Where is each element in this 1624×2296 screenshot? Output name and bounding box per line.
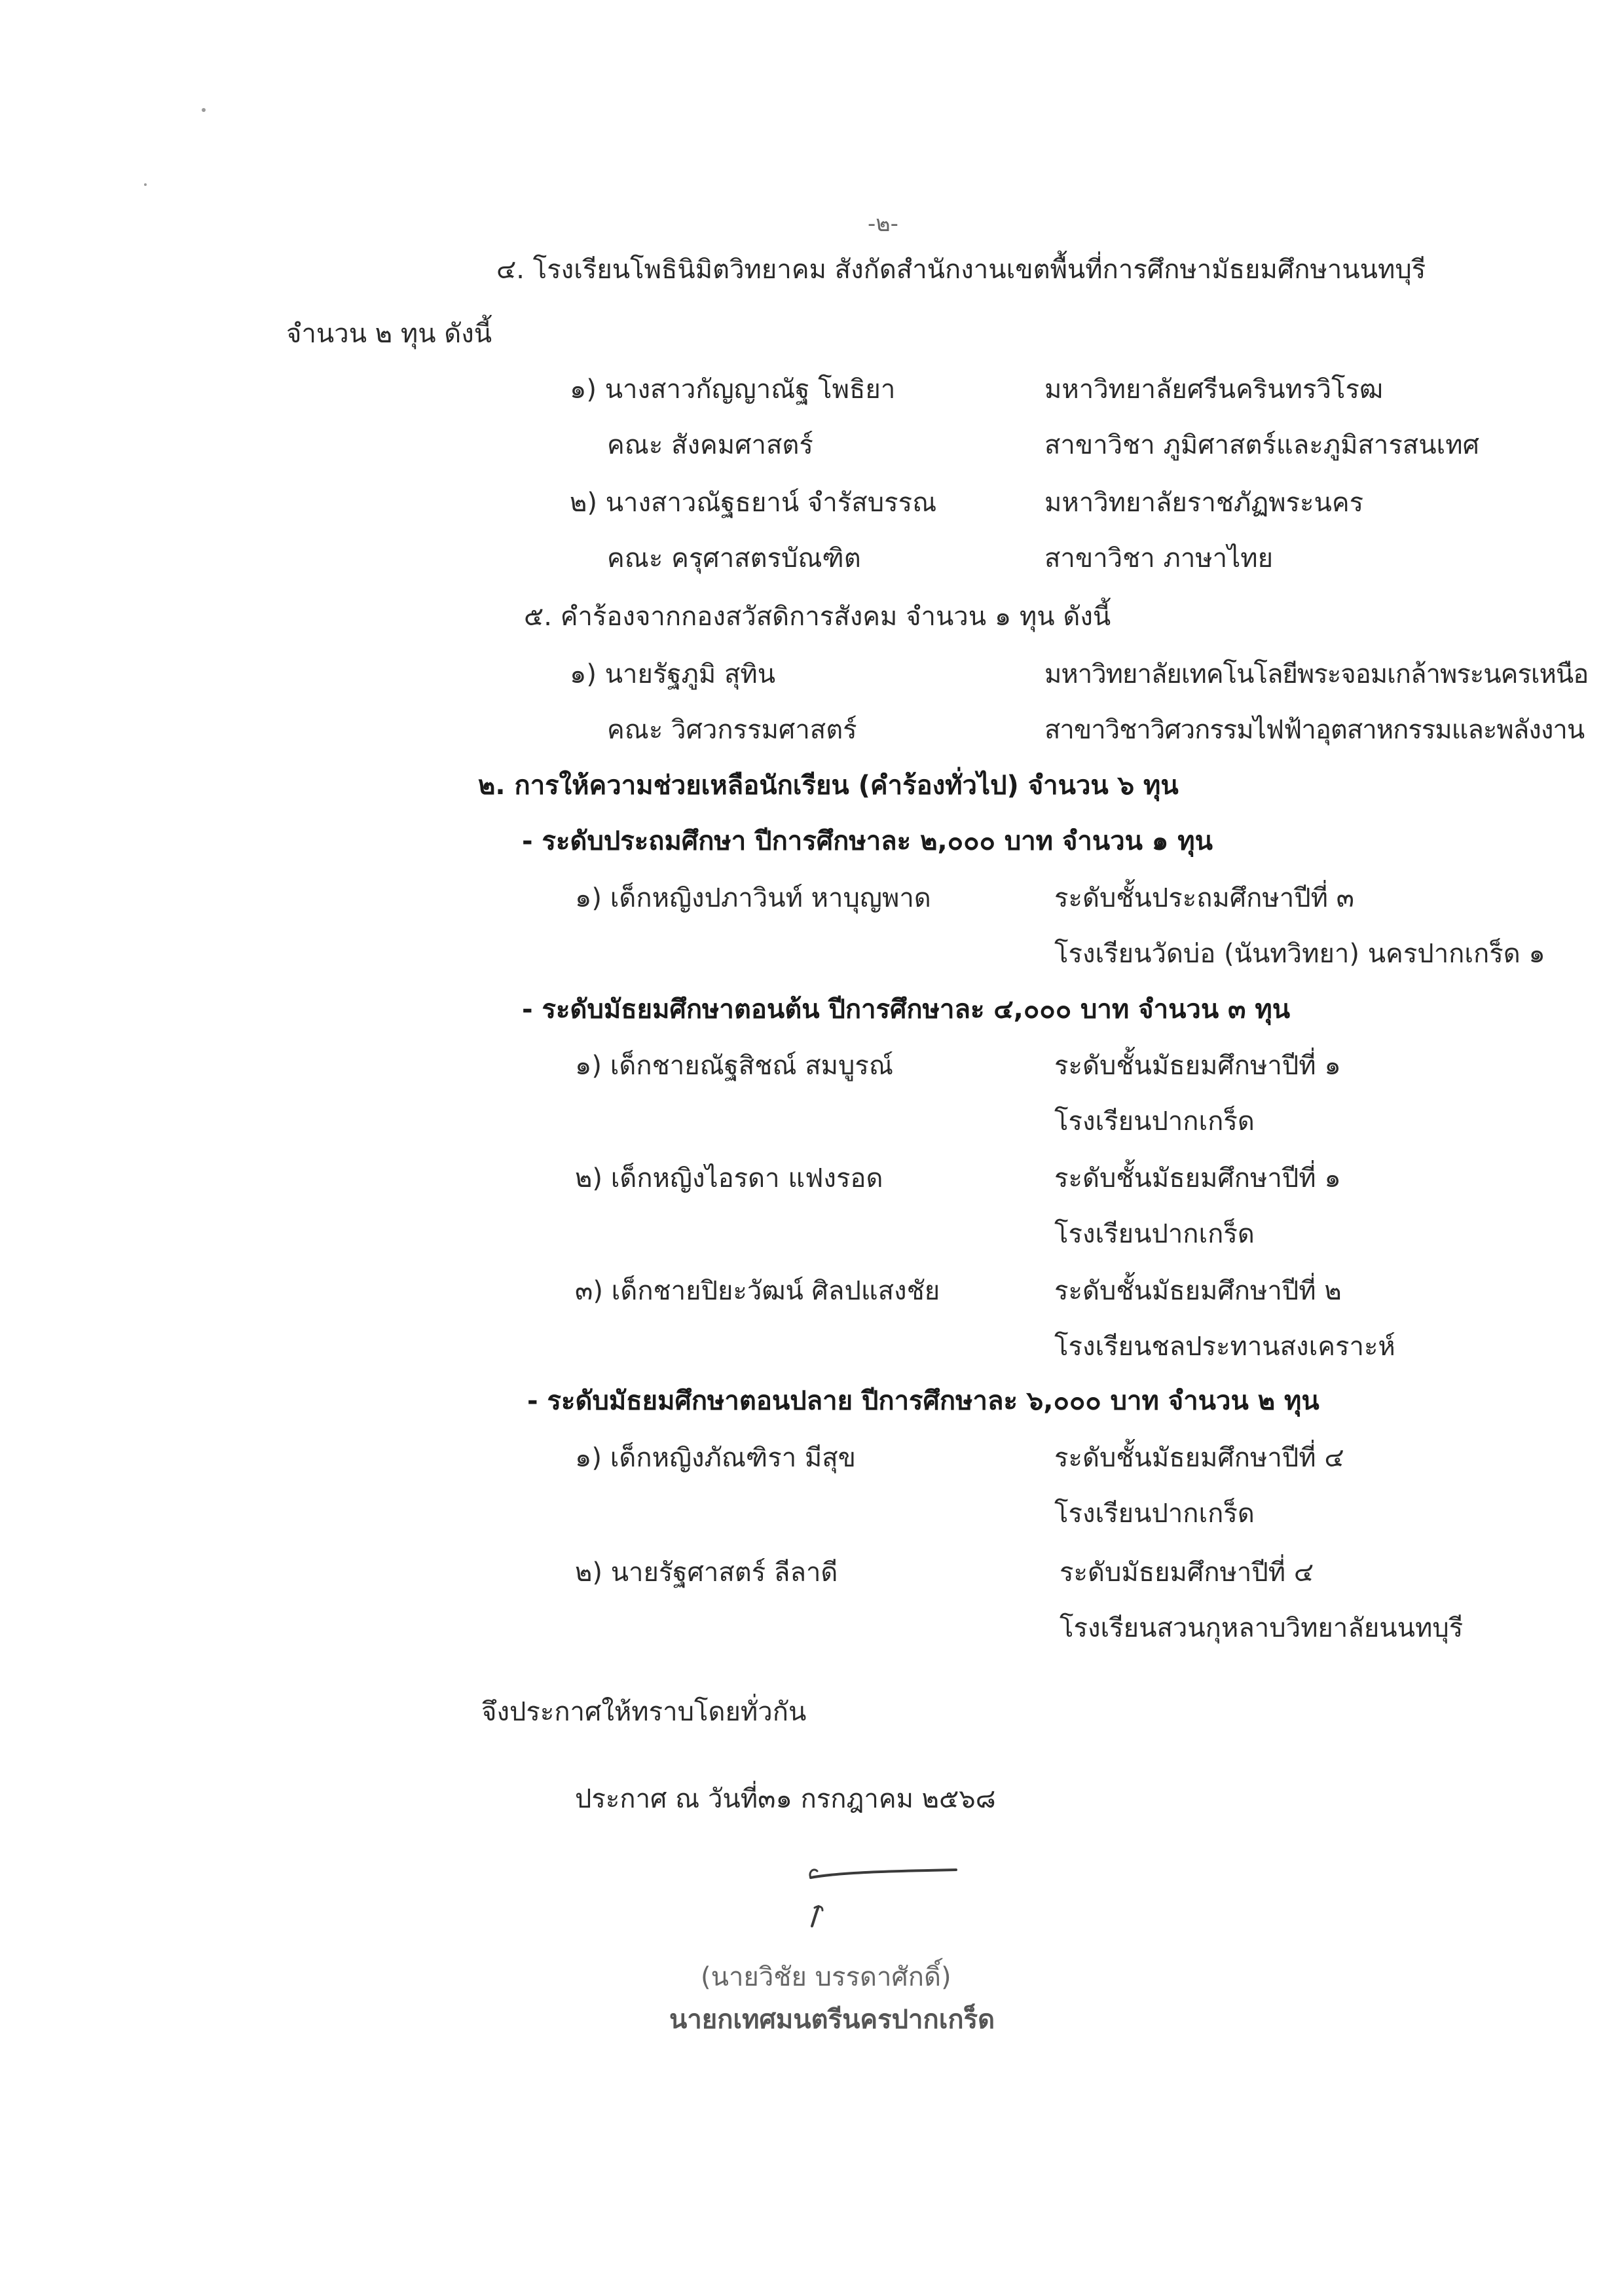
student-faculty: คณะ สังคมศาสตร์ — [607, 430, 813, 460]
student-school: โรงเรียนปากเกร็ด — [1054, 1499, 1255, 1529]
lower-secondary-heading: - ระดับมัธยมศึกษาตอนต้น ปีการศึกษาละ ๔,๐๐๐ บาท จำนวน ๓ ทุน — [522, 994, 1291, 1025]
student-name: ๒) นายรัฐศาสตร์ ลีลาดี — [575, 1558, 838, 1588]
student-level: ระดับมัธยมศึกษาปีที่ ๔ — [1060, 1558, 1314, 1588]
announcement-date: ประกาศ ณ วันที่๓๑ กรกฎาคม ๒๕๖๘ — [575, 1784, 996, 1814]
student-school: โรงเรียนสวนกุหลาบวิทยาลัยนนทบุรี — [1060, 1613, 1464, 1643]
student-school: โรงเรียนชลประทานสงเคราะห์ — [1054, 1332, 1395, 1362]
student-level: ระดับชั้นมัธยมศึกษาปีที่ ๔ — [1054, 1443, 1344, 1473]
student-level: ระดับชั้นประถมศึกษาปีที่ ๓ — [1054, 883, 1355, 913]
handwritten-signature — [799, 1853, 969, 1944]
student-faculty: คณะ ครุศาสตรบัณฑิต — [607, 543, 861, 574]
signatory-title: นายกเทศมนตรีนครปากเกร็ด — [669, 2005, 995, 2035]
student-university: มหาวิทยาลัยราชภัฏพระนคร — [1044, 488, 1364, 518]
student-name: ๑) นายรัฐภูมิ สุทิน — [570, 659, 776, 689]
student-major: สาขาวิชา ภูมิศาสตร์และภูมิสารสนเทศ — [1044, 430, 1479, 460]
student-name: ๑) เด็กหญิงปภาวินท์ หาบุญพาด — [575, 883, 931, 913]
item4-heading: ๔. โรงเรียนโพธินิมิตวิทยาคม สังกัดสำนักงานเขตพื้นที่การศึกษามัธยมศึกษานนทบุรี — [496, 255, 1426, 285]
signatory-name: (นายวิชัย บรรดาศักดิ์) — [701, 1962, 951, 1992]
student-faculty: คณะ วิศวกรรมศาสตร์ — [607, 715, 857, 745]
scan-speck — [144, 183, 147, 186]
scan-speck — [202, 108, 206, 112]
student-university: มหาวิทยาลัยศรีนครินทรวิโรฒ — [1044, 374, 1384, 405]
item5-heading: ๕. คำร้องจากกองสวัสดิการสังคม จำนวน ๑ ทุน ดังนี้ — [524, 602, 1111, 632]
student-name: ๑) เด็กชายณัฐสิชณ์ สมบูรณ์ — [575, 1051, 893, 1081]
upper-secondary-heading: - ระดับมัธยมศึกษาตอนปลาย ปีการศึกษาละ ๖,๐๐๐ บาท จำนวน ๒ ทุน — [527, 1386, 1320, 1416]
student-name: ๓) เด็กชายปิยะวัฒน์ ศิลปแสงชัย — [575, 1276, 940, 1306]
primary-heading: - ระดับประถมศึกษา ปีการศึกษาละ ๒,๐๐๐ บาท จำนวน ๑ ทุน — [522, 826, 1213, 856]
student-school: โรงเรียนวัดบ่อ (นันทวิทยา) นครปากเกร็ด ๑ — [1054, 939, 1545, 969]
student-name: ๒) นางสาวณัฐธยาน์ จำรัสบรรณ — [570, 488, 937, 518]
student-major: สาขาวิชา ภาษาไทย — [1044, 543, 1274, 574]
student-major: สาขาวิชาวิศวกรรมไฟฟ้าอุตสาหกรรมและพลังงาน — [1044, 715, 1585, 745]
student-level: ระดับชั้นมัธยมศึกษาปีที่ ๑ — [1054, 1051, 1341, 1081]
student-level: ระดับชั้นมัธยมศึกษาปีที่ ๑ — [1054, 1163, 1341, 1194]
student-school: โรงเรียนปากเกร็ด — [1054, 1219, 1255, 1249]
student-name: ๒) เด็กหญิงไอรดา แฟงรอด — [575, 1163, 883, 1194]
student-name: ๑) นางสาวกัญญาณัฐ โพธิยา — [570, 374, 896, 405]
student-level: ระดับชั้นมัธยมศึกษาปีที่ ๒ — [1054, 1276, 1342, 1306]
student-name: ๑) เด็กหญิงภัณฑิรา มีสุข — [575, 1443, 857, 1473]
item4-count: จำนวน ๒ ทุน ดังนี้ — [286, 319, 492, 349]
student-school: โรงเรียนปากเกร็ด — [1054, 1106, 1255, 1137]
section2-heading: ๒. การให้ความช่วยเหลือนักเรียน (คำร้องทั่วไป) จำนวน ๖ ทุน — [478, 771, 1179, 801]
page-number: -๒- — [868, 211, 898, 237]
announcement-line: จึงประกาศให้ทราบโดยทั่วกัน — [481, 1697, 807, 1727]
student-university: มหาวิทยาลัยเทคโนโลยีพระจอมเกล้าพระนครเหนือ — [1044, 659, 1589, 689]
